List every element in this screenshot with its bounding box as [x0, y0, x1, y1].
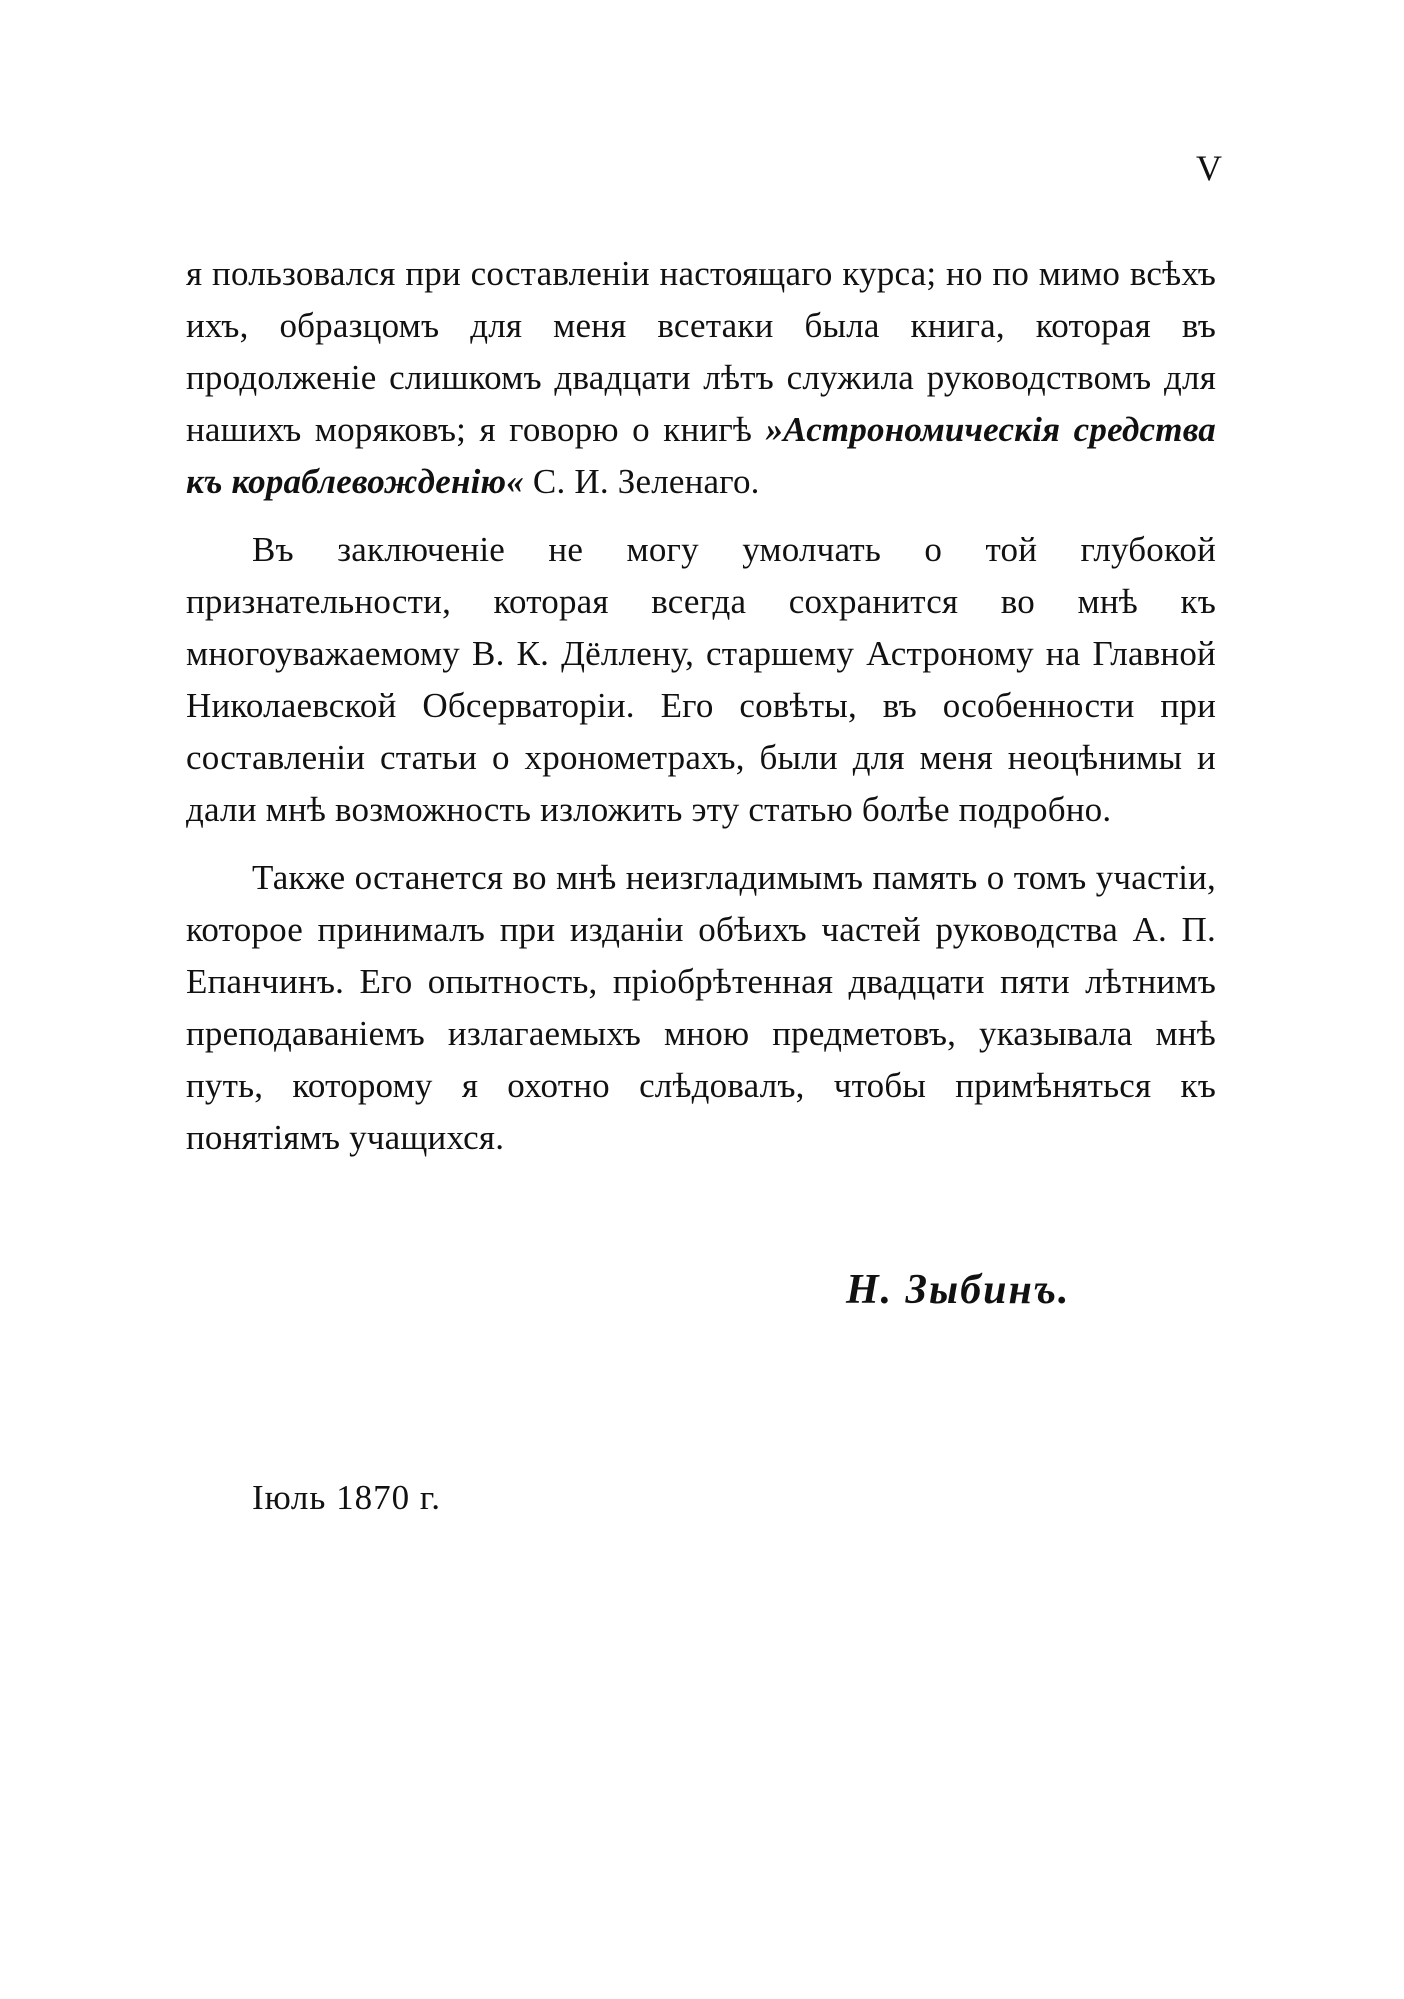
book-title: »Астрономическія средства къ кораблевожденію«	[186, 410, 1216, 501]
paragraph-1-text-start: я пользовался при составленіи настоящаго курса; но по мимо всѣхъ ихъ, образцомъ для меня всетаки была книга, которая въ продолженіе слишкомъ двадцати лѣтъ служила руководствомъ для нашихъ моряковъ; я говорю о книгѣ	[186, 254, 1216, 449]
page-number: V	[1196, 148, 1222, 188]
paragraph-1	[186, 248, 1216, 508]
date-line: Іюль 1870 г.	[252, 1478, 442, 1517]
author-signature: Н. Зыбинъ.	[846, 1267, 1071, 1313]
paragraph-3: Также останется во мнѣ неизгладимымъ память о томъ участіи, которое принималъ при изданіи обѣихъ частей руководства А. П. Епанчинъ. Его опытность, пріобрѣтенная двадцати пяти лѣтнимъ преподаваніемъ излагаемыхъ мною предметовъ, указывала мнѣ путь, которому я охотно слѣдовалъ, чтобы примѣняться къ понятіямъ учащихся.	[186, 858, 1216, 1157]
preface-body	[186, 248, 1216, 1180]
paragraph-2: Въ заключеніе не могу умолчать о той глубокой признательности, которая всегда сохранится во мнѣ къ многоуважаемому В. К. Дёллену, старшему Астроному на Главной Николаевской Обсерваторіи. Его совѣты, въ особенности при составленіи статьи о хронометрахъ, были для меня неоцѣнимы и дали мнѣ возможность изложить эту статью болѣе подробно.	[186, 530, 1216, 829]
paragraph-1-text-end: С. И. Зеленаго.	[523, 462, 760, 501]
